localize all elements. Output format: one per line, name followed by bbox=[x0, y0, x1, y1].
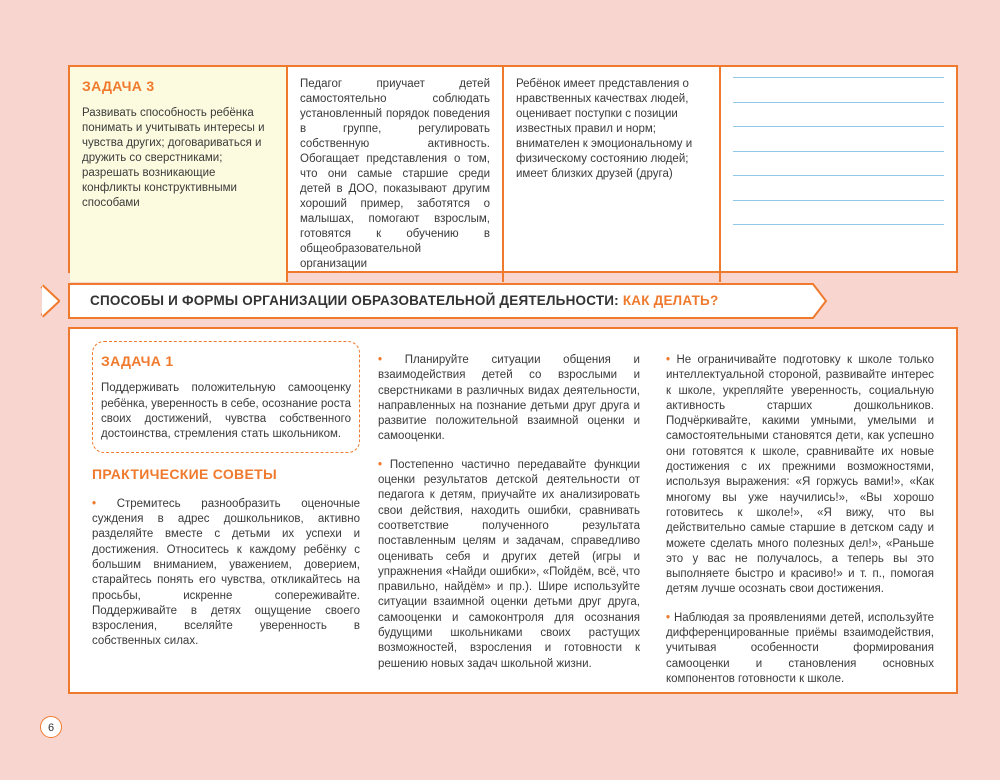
tip-paragraph bbox=[378, 353, 640, 445]
tip-paragraph bbox=[92, 497, 360, 650]
column-1 bbox=[92, 329, 360, 663]
bullet-icon: • bbox=[666, 611, 671, 624]
section-title-main: СПОСОБЫ И ФОРМЫ ОРГАНИЗАЦИИ ОБРАЗОВАТЕЛЬНОЙ ДЕЯТЕЛЬНОСТИ: bbox=[90, 293, 623, 308]
tip-paragraph bbox=[378, 458, 640, 672]
column-2 bbox=[378, 329, 640, 685]
note-line bbox=[733, 77, 944, 78]
column-3 bbox=[666, 329, 934, 700]
task3-goal-text: Развивать способность ребёнка понимать и учитывать интересы и чувства других; договариваться и дружить со сверстниками; разрешать возникающие конфликты конструктивными способами bbox=[82, 107, 265, 209]
task3-child-cell bbox=[504, 67, 721, 282]
bullet-icon: • bbox=[666, 354, 671, 366]
bullet-icon: • bbox=[378, 458, 383, 471]
note-line bbox=[733, 175, 944, 176]
bullet-icon: • bbox=[92, 497, 97, 510]
note-line bbox=[733, 126, 944, 127]
tip-paragraph bbox=[666, 353, 934, 598]
task1-goal-text: Поддерживать положительную самооценку ребёнка, уверенность в себе, осознание роста своих достижений, чувства собственного достоинства, стремления стать школьником. bbox=[101, 382, 351, 441]
task1-box bbox=[92, 341, 360, 453]
methods-box bbox=[68, 327, 958, 694]
tip-text: Стремитесь разнообразить оценочные суждения в адрес дошкольников, активно разделяйте вместе с детьми их успехи и достижения. Относитесь к каждому ребёнку с большим вниманием, уважением, доверием, старайтесь понять его чувства, откликайтесь на просьбы, искренне сопереживайте. Поддерживайте в детях ощущение своего взросления, вселяйте уверенность в собственных силах. bbox=[92, 497, 360, 648]
tip-text: Постепенно частично передавайте функции оценки результатов детской деятельности от педагога к детям, приучайте их анализировать свои действия, находить ошибки, сравнивать соответствие полученного результата поставленным целям и задачам, справедливо оценивать себя и других детей (игры и упражнения «Найди ошибки», «Пойдём, всё, что правильно, найдём» и пр.). Шире используйте ситуации взаимной оценки детьми друг друга, самооценки и самоконтроля для осознания будущими школьниками своих растущих возможностей, взросления и готовности к решению новых задач школьной жизни. bbox=[378, 458, 640, 670]
page-number: 6 bbox=[40, 716, 62, 738]
note-line bbox=[733, 200, 944, 201]
task1-title: ЗАДАЧА 1 bbox=[101, 353, 174, 369]
note-line bbox=[733, 102, 944, 103]
tip-text: Наблюдая за проявлениями детей, используйте дифференцированные приёмы взаимодействия, учитывая особенности формирования самооценки и становления основных компонентов готовности к школе. bbox=[666, 611, 934, 685]
note-line bbox=[733, 151, 944, 152]
section-title bbox=[90, 283, 718, 319]
bullet-icon: • bbox=[378, 354, 383, 366]
task3-goal-cell bbox=[70, 67, 288, 282]
tips-title: ПРАКТИЧЕСКИЕ СОВЕТЫ bbox=[92, 466, 277, 483]
note-line bbox=[733, 224, 944, 225]
chevron-right-icon bbox=[40, 284, 62, 318]
notes-cell bbox=[721, 67, 956, 282]
tip-paragraph bbox=[666, 611, 934, 687]
task3-child-text: Ребёнок имеет представления о нравственных качествах людей, оценивает поступки с позиции известных правил и норм; внимателен к эмоциональному и физическому состоянию людей; имеет близких друзей (друга) bbox=[516, 78, 693, 180]
task3-title: ЗАДАЧА 3 bbox=[82, 78, 155, 94]
tip-text: Планируйте ситуации общения и взаимодействия детей со взрослыми и сверстниками в различных видах деятельности, направленных на познание детьми друг друга и развитие положительной взаимной оценки и самооценки. bbox=[378, 354, 640, 443]
section-title-accent: КАК ДЕЛАТЬ? bbox=[622, 293, 719, 308]
section-banner bbox=[68, 283, 828, 319]
task3-teacher-text: Педагог приучает детей самостоятельно соблюдать установленный порядок поведения в группе, регулировать собственную активность. Обогащает представления о том, что они самые старшие среди детей в ДОО, показывают другим хороший пример, заботятся о малышах, помогают взрослым, готовятся к обучению в общеобразовательной организации bbox=[300, 78, 490, 270]
task3-table bbox=[68, 65, 958, 273]
tip-text: Не ограничивайте подготовку к школе только интеллектуальной стороной, развивайте интерес к школе, укрепляйте уверенность, социальную активность старших дошкольников. Подчёркивайте, какими умными, умелыми и самостоятельными становятся дети, как успешно они готовятся к школе, сравнивайте их новые достижения с их прежними возможностями, используя выражения: «Я горжусь вами!», «Как многому вы уже научились!», «Вы хорошо готовитесь к школе!», «Я вижу, что вы действительно самые старшие в детском саду и можете сделать много полезных дел!», «Раньше это у вас не получалось, а теперь вы это выполняете быстро и красиво!» и т. п., помогая детям лучше осознать свои достижения. bbox=[666, 354, 934, 596]
task3-teacher-cell bbox=[288, 67, 504, 282]
